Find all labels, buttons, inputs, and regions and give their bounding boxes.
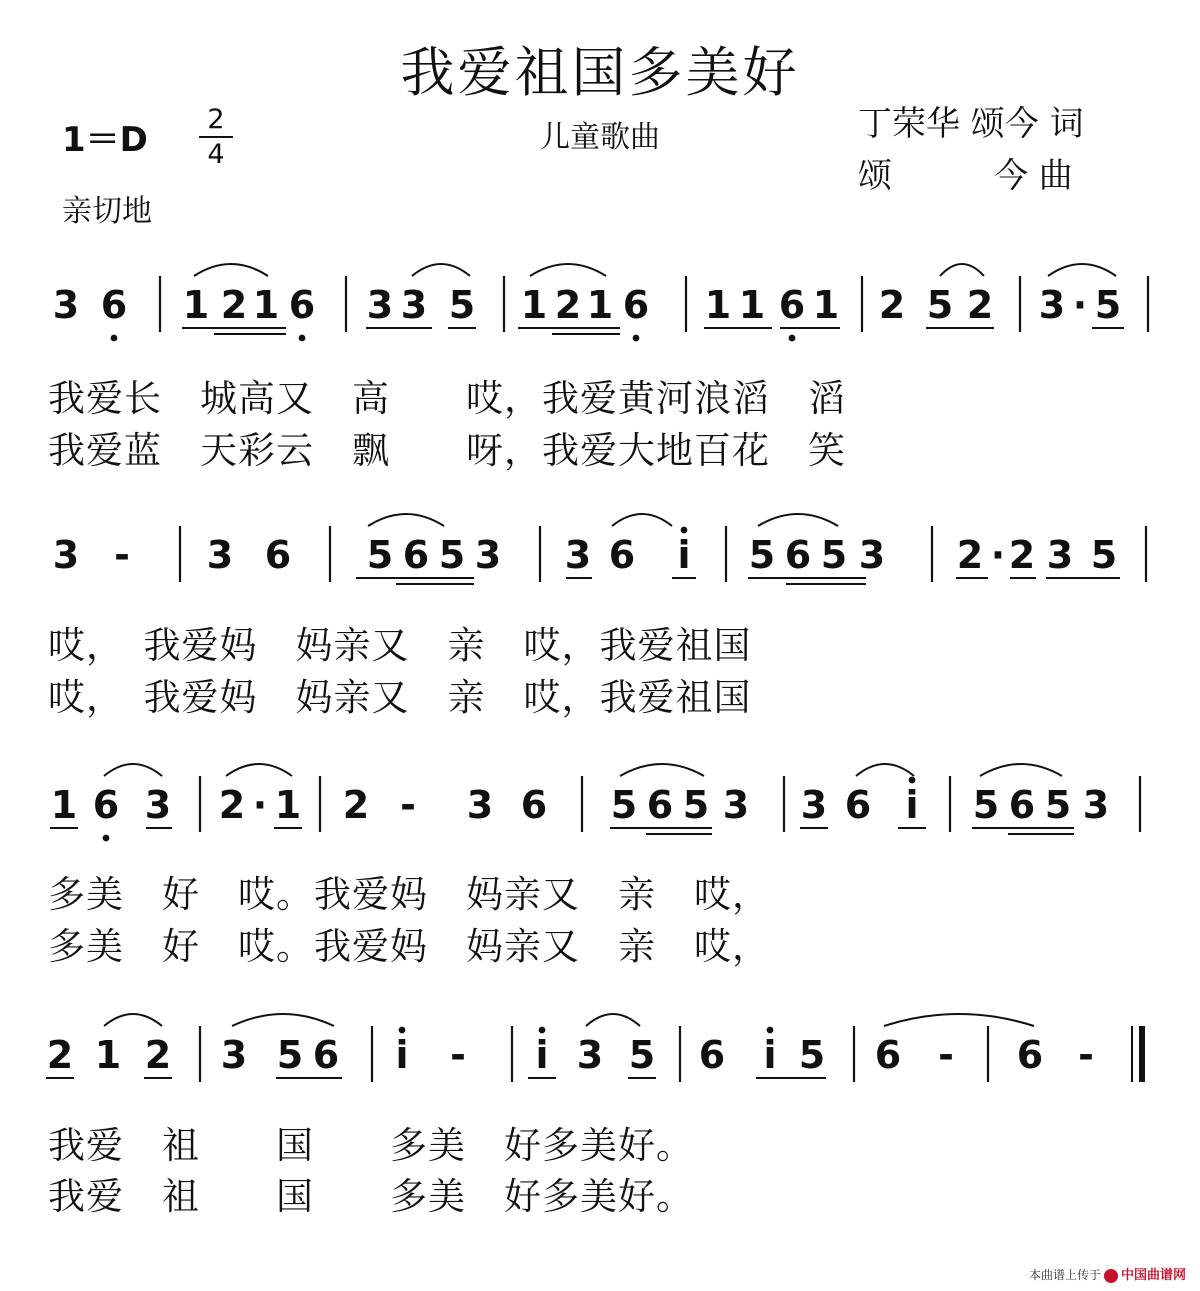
song-title: 我爱祖国多美好 [400, 41, 800, 104]
site-logo-icon [1104, 1269, 1118, 1283]
note-glyph: 6 [288, 283, 316, 327]
note-glyph: 2 [878, 283, 906, 327]
note-glyph: 2 [220, 283, 248, 327]
octave-dot-above [681, 527, 688, 534]
lyrics-line-4-verse-1: 我爱 祖 国 多美 好多美好。 [48, 1124, 694, 1167]
octave-dot-above [539, 1027, 546, 1034]
note-glyph: 1 [738, 283, 766, 327]
source-watermark [1029, 1264, 1186, 1283]
note-glyph: 1 [94, 1033, 122, 1077]
note-glyph: 2 [956, 533, 984, 577]
note-glyph: 2 [144, 1033, 172, 1077]
lyrics-line-2-verse-1: 哎， 我爱妈 妈亲又 亲 哎，我爱祖国 [48, 624, 752, 667]
note-glyph: 5 [798, 1033, 826, 1077]
octave-dot-below [299, 335, 306, 342]
slur-tie [612, 514, 672, 526]
note-glyph: 5 [1044, 783, 1072, 827]
note-glyph: - [938, 1033, 954, 1077]
note-glyph: 3 [400, 283, 428, 327]
slur-tie [940, 264, 984, 276]
song-genre: 儿童歌曲 [540, 120, 660, 155]
note-glyph: 2 [1008, 533, 1036, 577]
note-glyph: 5 [438, 533, 466, 577]
note-glyph: · [1072, 283, 1088, 327]
lyrics-line-2-verse-2: 哎， 我爱妈 妈亲又 亲 哎，我爱祖国 [48, 676, 752, 719]
note-glyph: 3 [52, 533, 80, 577]
note-glyph: 2 [966, 283, 994, 327]
note-glyph: - [114, 533, 130, 577]
octave-dot-above [909, 777, 916, 784]
slur-tie [758, 514, 838, 526]
note-glyph: 6 [312, 1033, 340, 1077]
slur-tie [104, 1014, 162, 1026]
time-signature-bottom: 4 [207, 139, 225, 170]
note-glyph: 2 [218, 783, 246, 827]
composer-credit: 颂 今 曲 [858, 156, 1073, 196]
lyrics-line-4-verse-2: 我爱 祖 国 多美 好多美好。 [48, 1175, 694, 1218]
note-glyph: 5 [682, 783, 710, 827]
note-glyph: 5 [610, 783, 638, 827]
lyrics-line-1-verse-2: 我爱蓝 天彩云 飘 呀，我爱大地百花 笑 [48, 429, 846, 472]
note-glyph: 5 [628, 1033, 656, 1077]
note-glyph: 1 [182, 283, 210, 327]
note-glyph: 5 [748, 533, 776, 577]
note-glyph: - [400, 783, 416, 827]
note-glyph: 1 [704, 283, 732, 327]
octave-dot-above [399, 1027, 406, 1034]
note-glyph: 1 [812, 283, 840, 327]
note-glyph: - [450, 1033, 466, 1077]
note-glyph: 1 [586, 283, 614, 327]
slur-tie [226, 764, 292, 776]
note-glyph: 6 [874, 1033, 902, 1077]
slur-tie [194, 264, 268, 276]
note-glyph: 3 [1082, 783, 1110, 827]
slur-tie [104, 764, 162, 776]
note-glyph: i [905, 783, 919, 827]
slur-tie [586, 1014, 640, 1026]
slur-tie [368, 514, 444, 526]
note-glyph: 1 [520, 283, 548, 327]
note-glyph: 6 [844, 783, 872, 827]
note-glyph: 3 [466, 783, 494, 827]
note-glyph: i [535, 1033, 549, 1077]
note-glyph: 6 [100, 283, 128, 327]
lyrics-line-3-verse-1: 多美 好 哎。我爱妈 妈亲又 亲 哎， [48, 873, 770, 916]
note-glyph: 6 [622, 283, 650, 327]
note-glyph: 6 [92, 783, 120, 827]
note-glyph: 6 [608, 533, 636, 577]
note-glyph: 3 [722, 783, 750, 827]
note-glyph: 3 [576, 1033, 604, 1077]
note-glyph: 6 [784, 533, 812, 577]
note-glyph: 5 [926, 283, 954, 327]
note-glyph: 5 [1094, 283, 1122, 327]
note-glyph: 3 [1046, 533, 1074, 577]
note-glyph: 3 [564, 533, 592, 577]
lyrics-line-3-verse-2: 多美 好 哎。我爱妈 妈亲又 亲 哎， [48, 925, 770, 968]
note-glyph: i [677, 533, 691, 577]
note-glyph: i [763, 1033, 777, 1077]
lyricist-credit: 丁荣华 颂今 词 [858, 104, 1084, 144]
note-glyph: 6 [1008, 783, 1036, 827]
site-name: 中国曲谱网 [1120, 1268, 1186, 1283]
note-glyph: 5 [972, 783, 1000, 827]
slur-tie [1048, 264, 1116, 276]
note-glyph: 6 [698, 1033, 726, 1077]
octave-dot-below [111, 335, 118, 342]
note-glyph: 3 [144, 783, 172, 827]
note-glyph: · [252, 783, 268, 827]
slur-tie [232, 1014, 334, 1026]
note-glyph: 1 [50, 783, 78, 827]
note-glyph: · [990, 533, 1006, 577]
note-glyph: 2 [342, 783, 370, 827]
note-glyph: - [1078, 1033, 1094, 1077]
note-glyph: 3 [52, 283, 80, 327]
note-glyph: 3 [858, 533, 886, 577]
note-glyph: 6 [646, 783, 674, 827]
note-glyph: 6 [1016, 1033, 1044, 1077]
slur-tie [620, 764, 704, 776]
slur-tie [980, 764, 1062, 776]
note-glyph: 6 [520, 783, 548, 827]
note-glyph: 1 [274, 783, 302, 827]
octave-dot-below [789, 335, 796, 342]
key-signature: 1＝D [62, 120, 148, 160]
octave-dot-below [103, 835, 110, 842]
octave-dot-above [767, 1027, 774, 1034]
note-glyph: 5 [276, 1033, 304, 1077]
note-glyph: i [395, 1033, 409, 1077]
upload-text: 本曲谱上传于 [1028, 1268, 1101, 1282]
slur-tie [884, 1014, 1034, 1026]
note-glyph: 5 [366, 533, 394, 577]
note-glyph: 6 [778, 283, 806, 327]
note-glyph: 3 [366, 283, 394, 327]
time-signature-top: 2 [207, 104, 225, 135]
lyrics-line-1-verse-1: 我爱长 城高又 高 哎，我爱黄河浪滔 滔 [48, 377, 846, 420]
note-glyph: 3 [220, 1033, 248, 1077]
slur-tie [412, 264, 470, 276]
note-glyph: 3 [1038, 283, 1066, 327]
note-glyph: 3 [800, 783, 828, 827]
note-glyph: 1 [252, 283, 280, 327]
note-glyph: 6 [402, 533, 430, 577]
note-glyph: 3 [474, 533, 502, 577]
note-glyph: 6 [264, 533, 292, 577]
slur-tie [530, 264, 606, 276]
note-glyph: 5 [1090, 533, 1118, 577]
note-glyph: 3 [206, 533, 234, 577]
note-glyph: 2 [554, 283, 582, 327]
note-glyph: 2 [46, 1033, 74, 1077]
note-glyph: 5 [820, 533, 848, 577]
octave-dot-below [633, 335, 640, 342]
slur-tie [856, 764, 914, 776]
tempo-marking: 亲切地 [62, 194, 152, 229]
note-glyph: 5 [448, 283, 476, 327]
